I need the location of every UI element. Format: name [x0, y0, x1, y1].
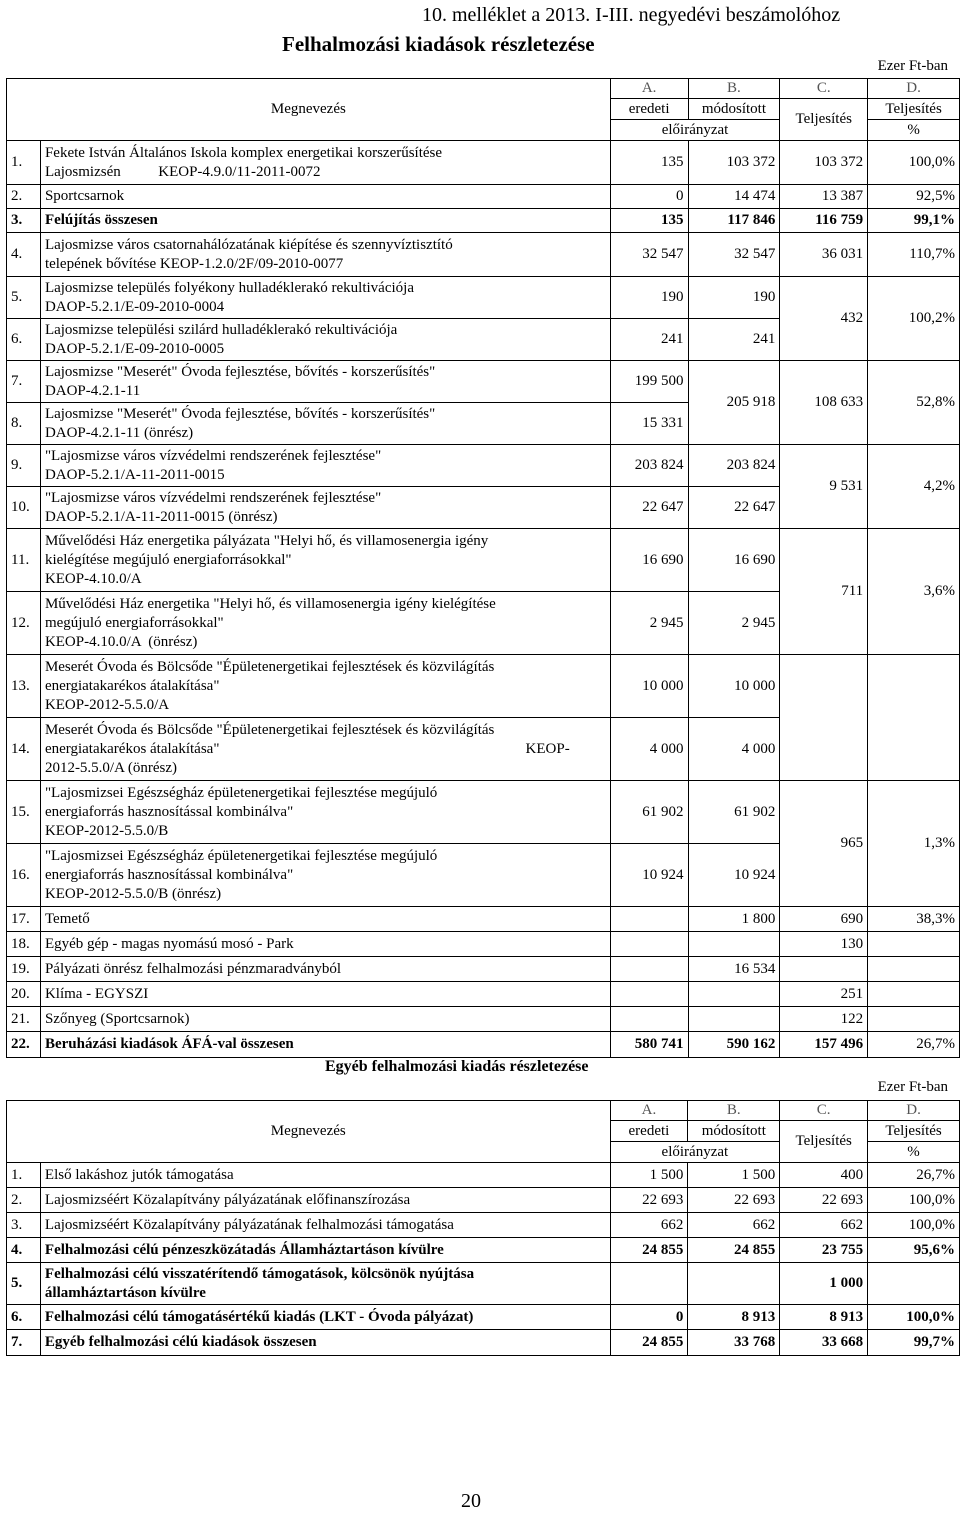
row-name: Egyéb gép - magas nyomású mosó - Park	[40, 932, 610, 957]
cell-b: 22 647	[688, 487, 780, 529]
letter-c: C.	[780, 1101, 868, 1121]
cell-d	[868, 957, 960, 982]
row-number: 6.	[7, 319, 41, 361]
cell-d: 52,8%	[868, 361, 960, 445]
cell-a: 135	[610, 209, 688, 233]
row-number: 14.	[7, 718, 41, 781]
row-name: "Lajosmizse város vízvédelmi rendszerének fejlesztése" DAOP-5.2.1/A-11-2011-0015 (önrész)	[40, 487, 610, 529]
cell-b: 103 372	[688, 141, 780, 185]
table-row	[7, 932, 960, 957]
cell-c	[780, 957, 868, 982]
table-row	[7, 1238, 960, 1263]
cell-b: 590 162	[688, 1032, 780, 1058]
table-row	[7, 1007, 960, 1032]
cell-b: 190	[688, 277, 780, 319]
row-name: Klíma - EGYSZI	[40, 982, 610, 1007]
table-row	[7, 1263, 960, 1305]
annex-title: 10. melléklet a 2013. I-III. negyedévi beszámolóhoz	[422, 4, 841, 26]
header-name: Megnevezés	[7, 79, 611, 141]
row-name: Egyéb felhalmozási célú kiadások összesen	[40, 1330, 610, 1356]
cell-a	[610, 932, 688, 957]
cell-c: 1 000	[780, 1263, 868, 1305]
cell-c: 33 668	[780, 1330, 868, 1356]
cell-c: 8 913	[780, 1305, 868, 1330]
cell-d: 26,7%	[868, 1032, 960, 1058]
row-number: 7.	[7, 1330, 41, 1356]
row-number: 16.	[7, 844, 41, 907]
cell-d-empty	[868, 655, 960, 781]
cell-b: 203 824	[688, 445, 780, 487]
cell-c: 400	[780, 1163, 868, 1188]
cell-a	[610, 982, 688, 1007]
cell-a: 15 331	[610, 403, 688, 445]
cell-a: 10 924	[610, 844, 688, 907]
page-title: Felhalmozási kiadások részletezése	[282, 32, 595, 56]
cell-a: 241	[610, 319, 688, 361]
row-name: Felhalmozási célú támogatásértékű kiadás (LKT - Óvoda pályázat)	[40, 1305, 610, 1330]
cell-b: 8 913	[688, 1305, 780, 1330]
table-row	[7, 907, 960, 932]
cell-d: 99,7%	[868, 1330, 960, 1356]
row-number: 17.	[7, 907, 41, 932]
letter-a: A.	[610, 1101, 688, 1121]
cell-b: 24 855	[688, 1238, 780, 1263]
cell-b: 33 768	[688, 1330, 780, 1356]
section-title: Egyéb felhalmozási kiadás részletezése	[325, 1058, 589, 1075]
cell-a: 32 547	[610, 233, 688, 277]
row-number: 2.	[7, 1188, 41, 1213]
table-row	[7, 1213, 960, 1238]
cell-a	[610, 1007, 688, 1032]
cell-a: 0	[610, 1305, 688, 1330]
cell-b: 22 693	[688, 1188, 780, 1213]
cell-b: 1 500	[688, 1163, 780, 1188]
cell-b: 117 846	[688, 209, 780, 233]
cell-a	[610, 957, 688, 982]
row-name: Lajosmizséért Közalapítvány pályázatának felhalmozási támogatása	[40, 1213, 610, 1238]
cell-c: 711	[780, 529, 868, 655]
row-name: Felújítás összesen	[40, 209, 610, 233]
table-row-subtotal	[7, 209, 960, 233]
row-name: "Lajosmizse város vízvédelmi rendszerének fejlesztése" DAOP-5.2.1/A-11-2011-0015	[40, 445, 610, 487]
cell-d	[868, 932, 960, 957]
row-number: 11.	[7, 529, 41, 592]
table-row	[7, 361, 960, 403]
cell-c: 122	[780, 1007, 868, 1032]
cell-c: 965	[780, 781, 868, 907]
table-row	[7, 1188, 960, 1213]
cell-b: 241	[688, 319, 780, 361]
cell-b: 14 474	[688, 185, 780, 209]
header-ab: előirányzat	[610, 120, 780, 141]
cell-c-empty	[780, 655, 868, 781]
cell-a: 135	[610, 141, 688, 185]
row-number: 18.	[7, 932, 41, 957]
table-row	[7, 529, 960, 592]
cell-d: 110,7%	[868, 233, 960, 277]
cell-b: 1 800	[688, 907, 780, 932]
row-name: Lajosmizse "Meserét" Óvoda fejlesztése, bővítés - korszerűsítés" DAOP-4.2.1-11	[40, 361, 610, 403]
capital-expenditure-table	[6, 78, 960, 1058]
cell-d	[868, 1263, 960, 1305]
table-row	[7, 1305, 960, 1330]
header-d-unit: %	[868, 1142, 960, 1163]
table-row-total	[7, 1032, 960, 1058]
cell-a: 4 000	[610, 718, 688, 781]
row-number: 19.	[7, 957, 41, 982]
cell-a: 22 647	[610, 487, 688, 529]
header-ab: előirányzat	[610, 1142, 780, 1163]
cell-a: 24 855	[610, 1330, 688, 1356]
row-name: Lajosmizséért Közalapítvány pályázatának előfinanszírozása	[40, 1188, 610, 1213]
row-number: 7.	[7, 361, 41, 403]
cell-d: 4,2%	[868, 445, 960, 529]
row-name: Felhalmozási célú pénzeszközátadás Államháztartáson kívülre	[40, 1238, 610, 1263]
row-name: Szőnyeg (Sportcsarnok)	[40, 1007, 610, 1032]
header-c: Teljesítés	[780, 99, 868, 141]
cell-b: 10 000	[688, 655, 780, 718]
row-name: Beruházási kiadások ÁFÁ-val összesen	[40, 1032, 610, 1058]
table-row	[7, 141, 960, 185]
header-a: eredeti	[610, 1121, 688, 1142]
cell-a: 580 741	[610, 1032, 688, 1058]
cell-d: 100,2%	[868, 277, 960, 361]
row-number: 1.	[7, 1163, 41, 1188]
cell-a: 2 945	[610, 592, 688, 655]
cell-b: 662	[688, 1213, 780, 1238]
row-name: Pályázati önrész felhalmozási pénzmaradványból	[40, 957, 610, 982]
cell-c: 108 633	[780, 361, 868, 445]
table-row	[7, 233, 960, 277]
cell-a: 662	[610, 1213, 688, 1238]
cell-b: 16 690	[688, 529, 780, 592]
row-number: 13.	[7, 655, 41, 718]
row-name: "Lajosmizsei Egészségház épületenergetikai fejlesztése megújuló energiaforrás hasznosítással kombinálva" KEOP-2012-5.5.0/B	[40, 781, 610, 844]
header-name: Megnevezés	[7, 1101, 611, 1163]
row-name: Meserét Óvoda és Bölcsőde "Épületenergetikai fejlesztések és közvilágítás energiatakarékos átalakítása" KEOP-2012-5.5.0/A	[40, 655, 610, 718]
cell-b: 61 902	[688, 781, 780, 844]
header-b: módosított	[688, 1121, 780, 1142]
row-name: Lajosmizse települési szilárd hulladéklerakó rekultivációja DAOP-5.2.1/E-09-2010-0005	[40, 319, 610, 361]
cell-c: 116 759	[780, 209, 868, 233]
table-row	[7, 781, 960, 844]
cell-c: 251	[780, 982, 868, 1007]
letter-b: B.	[688, 79, 780, 99]
row-number: 4.	[7, 233, 41, 277]
row-name: Lajosmizse település folyékony hulladéklerakó rekultivációja DAOP-5.2.1/E-09-2010-0004	[40, 277, 610, 319]
letter-c: C.	[780, 79, 868, 99]
row-name: Sportcsarnok	[40, 185, 610, 209]
row-number: 9.	[7, 445, 41, 487]
letter-a: A.	[610, 79, 688, 99]
table-row	[7, 1163, 960, 1188]
cell-c: 23 755	[780, 1238, 868, 1263]
cell-b	[688, 1263, 780, 1305]
cell-d: 100,0%	[868, 1305, 960, 1330]
header-b: módosított	[688, 99, 780, 120]
cell-d: 38,3%	[868, 907, 960, 932]
cell-a: 61 902	[610, 781, 688, 844]
table-row	[7, 655, 960, 718]
cell-d	[868, 982, 960, 1007]
cell-a: 10 000	[610, 655, 688, 718]
row-number: 3.	[7, 1213, 41, 1238]
page-number: 20	[461, 1490, 481, 1512]
cell-b: 2 945	[688, 592, 780, 655]
row-name: Művelődési Ház energetika "Helyi hő, és villamosenergia igény kielégítése megújuló energiaforrásokkal" KEOP-4.10.0/A (önrész)	[40, 592, 610, 655]
row-number: 1.	[7, 141, 41, 185]
cell-b: 205 918	[688, 361, 780, 445]
row-number: 3.	[7, 209, 41, 233]
row-name: Első lakáshoz jutók támogatása	[40, 1163, 610, 1188]
cell-b: 16 534	[688, 957, 780, 982]
cell-b: 4 000	[688, 718, 780, 781]
row-number: 20.	[7, 982, 41, 1007]
cell-a	[610, 907, 688, 932]
cell-b	[688, 932, 780, 957]
cell-a: 1 500	[610, 1163, 688, 1188]
row-number: 4.	[7, 1238, 41, 1263]
row-name: Meserét Óvoda és Bölcsőde "Épületenergetikai fejlesztések és közvilágítás energiatakarékos átalakítása" KEOP- 2012-5.5.0/A (önrész)	[40, 718, 610, 781]
row-number: 21.	[7, 1007, 41, 1032]
cell-d: 95,6%	[868, 1238, 960, 1263]
header-d-unit: %	[868, 120, 960, 141]
cell-d: 26,7%	[868, 1163, 960, 1188]
row-name: Lajosmizse "Meserét" Óvoda fejlesztése, bővítés - korszerűsítés" DAOP-4.2.1-11 (önrész)	[40, 403, 610, 445]
table-row	[7, 185, 960, 209]
row-number: 2.	[7, 185, 41, 209]
cell-a: 24 855	[610, 1238, 688, 1263]
row-name: Lajosmizse város csatornahálózatának kiépítése és szennyvíztisztító telepének bővítése KEOP-1.2.0/2F/09-2010-0077	[40, 233, 610, 277]
cell-d: 100,0%	[868, 1213, 960, 1238]
row-number: 5.	[7, 277, 41, 319]
cell-c: 9 531	[780, 445, 868, 529]
cell-c: 432	[780, 277, 868, 361]
cell-a: 190	[610, 277, 688, 319]
cell-a: 16 690	[610, 529, 688, 592]
table-row-total	[7, 1330, 960, 1356]
table-row	[7, 445, 960, 487]
row-number: 15.	[7, 781, 41, 844]
table-row	[7, 957, 960, 982]
column-letters-row	[7, 1101, 960, 1121]
row-name: "Lajosmizsei Egészségház épületenergetikai fejlesztése megújuló energiaforrás hasznosítással kombinálva" KEOP-2012-5.5.0/B (önrész)	[40, 844, 610, 907]
other-capital-expenditure-table	[6, 1100, 960, 1356]
letter-d: D.	[868, 1101, 960, 1121]
cell-c: 662	[780, 1213, 868, 1238]
cell-a: 0	[610, 185, 688, 209]
unit-label-2: Ezer Ft-ban	[877, 1079, 948, 1095]
cell-c: 130	[780, 932, 868, 957]
cell-c: 36 031	[780, 233, 868, 277]
cell-b	[688, 982, 780, 1007]
row-name: Temető	[40, 907, 610, 932]
unit-label: Ezer Ft-ban	[877, 58, 948, 74]
row-name: Művelődési Ház energetika pályázata "Helyi hő, és villamosenergia igény kielégítése megújuló energiaforrásokkal" KEOP-4.10.0/A	[40, 529, 610, 592]
header-d: Teljesítés	[868, 1121, 960, 1142]
row-name: Fekete István Általános Iskola komplex energetikai korszerűsítése Lajosmizsén KEOP-4.9.0/11-2011-0072	[40, 141, 610, 185]
column-letters-row	[7, 79, 960, 99]
table-row	[7, 982, 960, 1007]
row-number: 10.	[7, 487, 41, 529]
letter-b: B.	[688, 1101, 780, 1121]
header-c: Teljesítés	[780, 1121, 868, 1163]
table-row	[7, 277, 960, 319]
cell-a	[610, 1263, 688, 1305]
cell-c: 103 372	[780, 141, 868, 185]
row-number: 22.	[7, 1032, 41, 1058]
cell-d: 1,3%	[868, 781, 960, 907]
cell-d: 100,0%	[868, 1188, 960, 1213]
header-d: Teljesítés	[868, 99, 960, 120]
row-number: 5.	[7, 1263, 41, 1305]
cell-a: 203 824	[610, 445, 688, 487]
cell-b: 10 924	[688, 844, 780, 907]
cell-d: 100,0%	[868, 141, 960, 185]
cell-a: 22 693	[610, 1188, 688, 1213]
cell-c: 22 693	[780, 1188, 868, 1213]
cell-d: 92,5%	[868, 185, 960, 209]
row-name: Felhalmozási célú visszatérítendő támogatások, kölcsönök nyújtása államháztartáson kívülre	[40, 1263, 610, 1305]
cell-c: 13 387	[780, 185, 868, 209]
row-number: 12.	[7, 592, 41, 655]
cell-d: 99,1%	[868, 209, 960, 233]
cell-b	[688, 1007, 780, 1032]
header-a: eredeti	[610, 99, 688, 120]
cell-c: 690	[780, 907, 868, 932]
row-number: 6.	[7, 1305, 41, 1330]
row-number: 8.	[7, 403, 41, 445]
cell-b: 32 547	[688, 233, 780, 277]
cell-d: 3,6%	[868, 529, 960, 655]
cell-a: 199 500	[610, 361, 688, 403]
letter-d: D.	[868, 79, 960, 99]
cell-d	[868, 1007, 960, 1032]
cell-c: 157 496	[780, 1032, 868, 1058]
